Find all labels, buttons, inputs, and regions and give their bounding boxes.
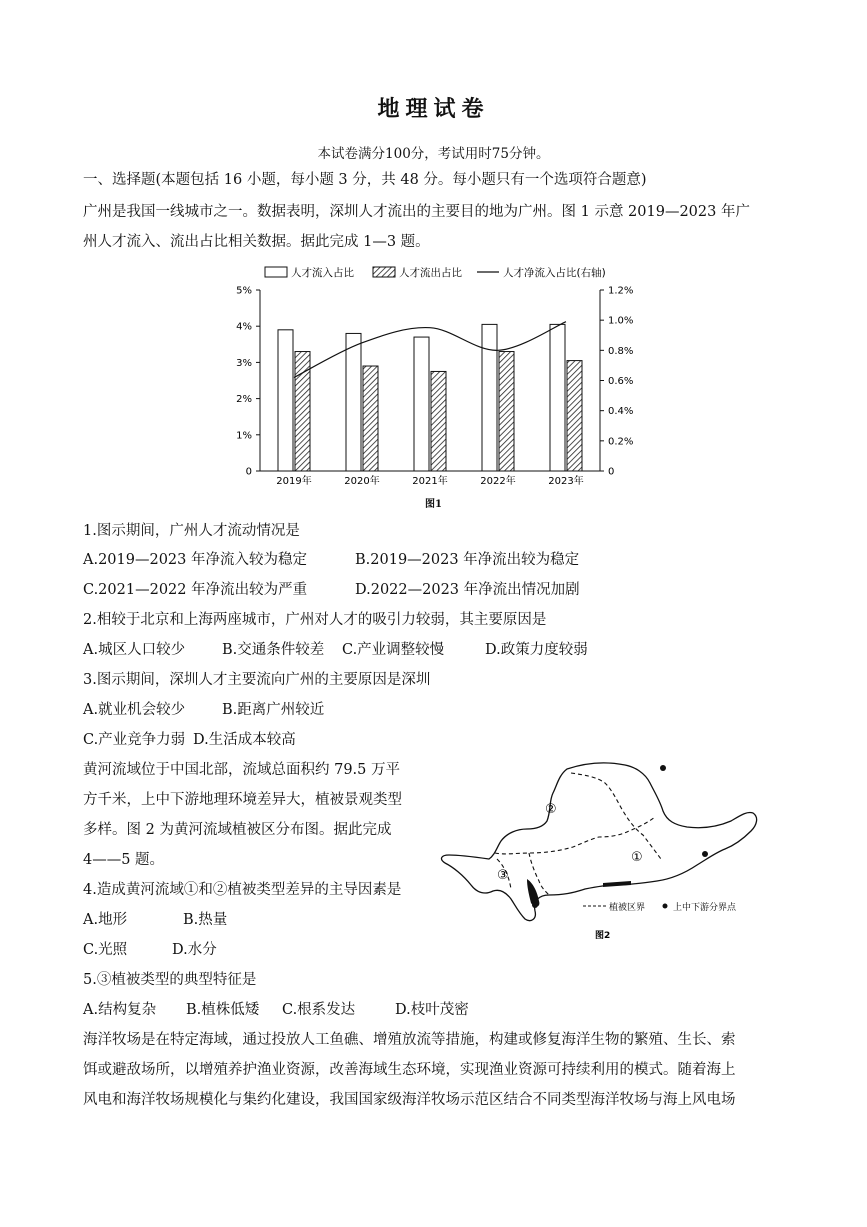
q2-option-b[interactable]: B.交通条件较差: [222, 642, 325, 658]
bar-outflow: [431, 371, 446, 471]
right-tick-label: 0.6%: [608, 376, 634, 387]
q4-option-c[interactable]: C.光照: [83, 942, 128, 958]
q2-option-c[interactable]: C.产业调整较慢: [342, 642, 445, 658]
right-tick-label: 0: [608, 466, 615, 478]
x-tick-label: 2019年: [276, 476, 312, 487]
division-point: [532, 902, 538, 908]
division-point: [702, 851, 708, 857]
intro1-line1: 广州是我国一线城市之一。数据表明，深圳人才流出的主要目的地为广州。图 1 示意 2019—2023 年广: [83, 204, 750, 220]
bar-outflow: [363, 366, 378, 471]
q3-option-b[interactable]: B.距离广州较近: [222, 702, 325, 718]
figure1-caption: 图1: [425, 499, 442, 510]
q5-option-b[interactable]: B.植株低矮: [186, 1002, 260, 1018]
bar-inflow: [278, 330, 293, 471]
bar-inflow: [482, 324, 497, 471]
q2-option-a[interactable]: A.城区人口较少: [83, 642, 186, 658]
intro3-line2: 饵或避敌场所，以增殖养护渔业资源，改善海域生态环境，实现渔业资源可持续利用的模式。随着海上: [83, 1062, 736, 1078]
q5-stem: 5.③植被类型的典型特征是: [83, 972, 257, 988]
intro1-line2: 州人才流入、流出占比相关数据。据此完成 1—3 题。: [83, 234, 430, 250]
legend-net-label: 人才净流入占比(右轴): [503, 267, 606, 279]
x-tick-label: 2021年: [412, 476, 448, 487]
q3-stem: 3.图示期间，深圳人才主要流向广州的主要原因是深圳: [83, 672, 431, 688]
left-tick-label: 2%: [236, 394, 252, 406]
vegetation-boundary: [571, 773, 661, 859]
left-tick-label: 0: [245, 466, 252, 478]
right-tick-label: 0.8%: [608, 345, 634, 357]
q5-option-a[interactable]: A.结构复杂: [83, 1002, 157, 1018]
right-tick-label: 0.2%: [608, 436, 634, 448]
right-tick-label: 0.4%: [608, 406, 634, 418]
intro3-line3: 风电和海洋牧场规模化与集约化建设，我国国家级海洋牧场示范区结合不同类型海洋牧场与海上风电场: [83, 1092, 736, 1108]
vegetation-boundary: [495, 817, 655, 854]
net-inflow-line: [294, 322, 566, 378]
q3-option-a[interactable]: A.就业机会较少: [83, 702, 186, 718]
legend-inflow-swatch: [265, 267, 287, 277]
intro2-line2: 方千米，上中下游地理环境差异大，植被景观类型: [83, 792, 402, 808]
talent-flow-chart: [215, 262, 645, 512]
q1-option-a[interactable]: A.2019—2023 年净流入较为稳定: [83, 552, 307, 568]
intro2-line1: 黄河流域位于中国北部，流域总面积约 79.5 万平: [83, 762, 401, 778]
q2-option-d[interactable]: D.政策力度较弱: [485, 642, 588, 658]
q5-option-c[interactable]: C.根系发达: [282, 1002, 356, 1018]
q5-option-d[interactable]: D.枝叶茂密: [395, 1002, 469, 1018]
right-tick-label: 1.2%: [608, 285, 634, 297]
exam-subtitle: 本试卷满分100分，考试用时75分钟。: [317, 146, 550, 162]
x-tick-label: 2022年: [480, 476, 516, 487]
q1-option-b[interactable]: B.2019—2023 年净流出较为稳定: [355, 552, 580, 568]
yellow-river-vegetation-map: [435, 755, 775, 945]
x-tick-label: 2020年: [344, 476, 380, 487]
legend-outflow-swatch: [373, 267, 395, 277]
legend-outflow-label: 人才流出占比: [399, 267, 462, 279]
q1-option-c[interactable]: C.2021—2022 年净流出较为严重: [83, 582, 308, 598]
legend-point-label: 上中下游分界点: [673, 903, 737, 913]
shaded-area: [603, 881, 631, 887]
left-tick-label: 4%: [236, 321, 252, 333]
bar-inflow: [414, 337, 429, 471]
left-tick-label: 1%: [236, 430, 252, 442]
intro2-line3: 多样。图 2 为黄河流域植被区分布图。据此完成: [83, 822, 392, 838]
q1-option-d[interactable]: D.2022—2023 年净流出情况加剧: [355, 582, 580, 598]
left-tick-label: 3%: [236, 357, 252, 369]
bar-outflow: [499, 352, 514, 471]
q3-option-c[interactable]: C.产业竞争力弱: [83, 732, 186, 748]
shaded-area: [527, 879, 539, 907]
left-tick-label: 5%: [236, 285, 252, 297]
bar-inflow: [550, 324, 565, 471]
legend-inflow-label: 人才流入占比: [291, 267, 354, 279]
right-tick-label: 1.0%: [608, 315, 634, 327]
division-point: [660, 765, 666, 771]
x-tick-label: 2023年: [548, 476, 584, 487]
q2-stem: 2.相较于北京和上海两座城市，广州对人才的吸引力较弱，其主要原因是: [83, 612, 547, 628]
figure2-caption: 图2: [595, 931, 611, 941]
q4-stem: 4.造成黄河流域①和②植被类型差异的主导因素是: [83, 882, 402, 898]
region-label-2: ②: [545, 802, 557, 817]
bar-outflow: [567, 361, 582, 471]
q4-option-d[interactable]: D.水分: [172, 942, 217, 958]
intro2-line4: 4——5 题。: [83, 852, 165, 868]
intro3-line1: 海洋牧场是在特定海域，通过投放人工鱼礁、增殖放流等措施，构建或修复海洋生物的繁殖、生长、索: [83, 1032, 736, 1048]
legend-point-icon: [663, 904, 668, 909]
q3-option-d[interactable]: D.生活成本较高: [193, 732, 296, 748]
q4-option-b[interactable]: B.热量: [183, 912, 228, 928]
legend-boundary-label: 植被区界: [609, 903, 646, 913]
region-label-1: ①: [631, 850, 643, 865]
region-label-3: ③: [497, 868, 509, 883]
q4-option-a[interactable]: A.地形: [83, 912, 128, 928]
page-title: 地理试卷: [377, 96, 490, 122]
bar-inflow: [346, 333, 361, 471]
basin-outline: [442, 763, 757, 921]
section-heading: 一、选择题(本题包括 16 小题，每小题 3 分，共 48 分。每小题只有一个选项符合题意): [83, 172, 647, 188]
q1-stem: 1.图示期间，广州人才流动情况是: [83, 523, 300, 539]
chart-legend: [265, 266, 606, 279]
